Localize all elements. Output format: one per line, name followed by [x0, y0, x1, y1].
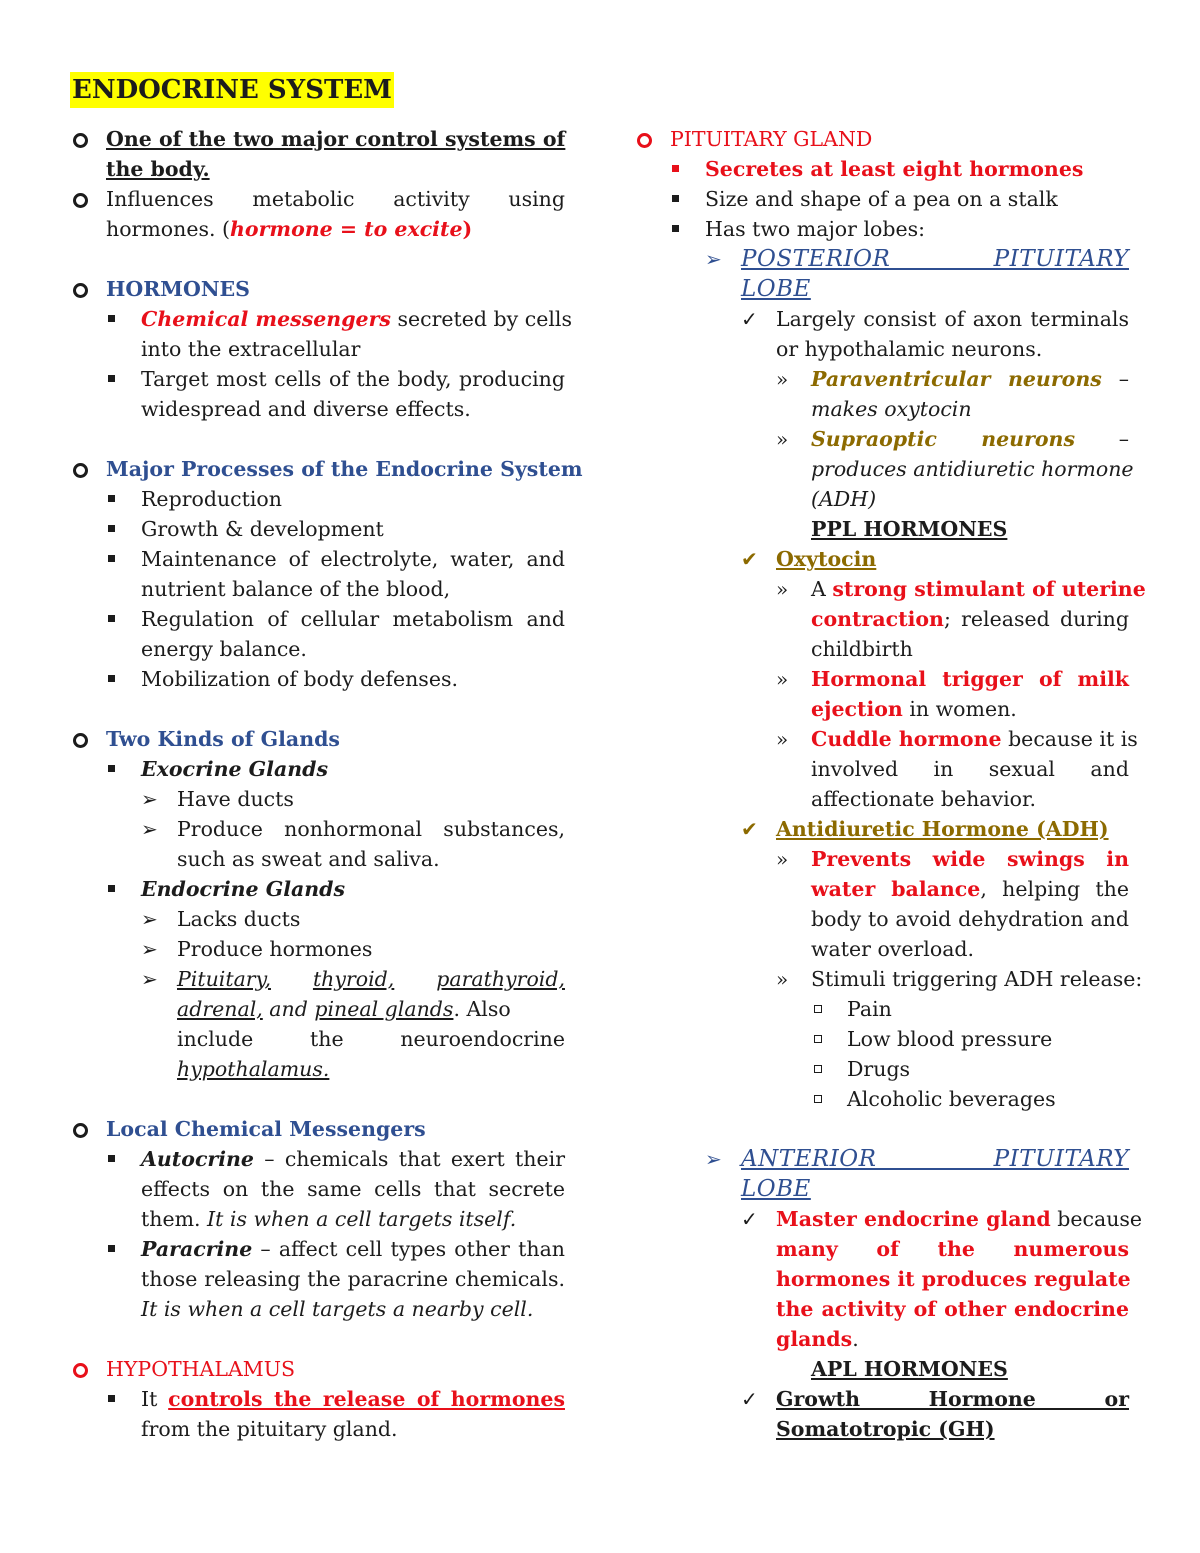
checkmark-icon: ✔ [741, 817, 758, 841]
left-column: One of the two major control systems of the body. Influences metabolic activity using hormones. (hormone = to excite) HORMONES Chemical messengers secreted by cells into the extracellular Target most cells of the body, producing widespread and diverse effects. Major Processes of the Endocrine System Reproduction Growth & development Maintenance of electrolyte, water, and nutrient balance of the blood, Regulation of cellular metabolism and energy balance. Mobilization of body defenses. Two Kinds of Glands Exocrine Glands ➢ Have ducts ➢ Produce nonhormonal substances, such as sweat and saliva. Endocrine Glands ➢ Lacks ducts ➢ Produce hormones ➢ Pituitary, thyroid, parathyroid, adrenal, and pineal glands. Also include the neuroendocrine hypothalamus. Local Chemical Messengers Autocrine – chemicals that exert their effects on the same cells that secrete them. It is when a cell targets itself. Paracrine – affect cell types other than those releasing the paracrine chemicals. It is when a cell targets a nearby cell. HYPOTHALAMUS It controls the release of hormones from the pituitary gland. [70, 124, 565, 1444]
list-item: Maintenance of electrolyte, water, and [70, 544, 565, 574]
list-item: ➢ Have ducts [70, 784, 565, 814]
square-bullet-icon [108, 1245, 115, 1252]
square-bullet-icon [672, 195, 679, 202]
list-item: Drugs [634, 1054, 1129, 1084]
double-chevron-icon: » [776, 667, 789, 691]
list-item: » Stimuli triggering ADH release: [634, 964, 1129, 994]
section-heading-local: Local Chemical Messengers [70, 1114, 565, 1144]
arrowhead-bullet-icon: ➢ [705, 247, 722, 271]
list-item: ✔ Oxytocin [634, 544, 1129, 574]
double-chevron-icon: » [776, 847, 789, 871]
circle-bullet-icon [73, 1363, 88, 1378]
arrowhead-bullet-icon: ➢ [141, 937, 158, 961]
list-item: ➢ Lacks ducts [70, 904, 565, 934]
circle-bullet-icon [73, 463, 88, 478]
square-bullet-icon [108, 495, 115, 502]
list-item: Reproduction [70, 484, 565, 514]
list-item: » Hormonal trigger of milk [634, 664, 1129, 694]
anterior-lobe-heading: ➢ ANTERIOR PITUITARY [705, 1146, 1129, 1172]
hollow-square-bullet-icon [814, 1065, 822, 1073]
list-item: Regulation of cellular metabolism and [70, 604, 565, 634]
list-item: ✔ Antidiuretic Hormone (ADH) [634, 814, 1129, 844]
circle-bullet-icon [73, 1123, 88, 1138]
section-heading-pituitary: PITUITARY GLAND [634, 124, 1129, 154]
list-item: ✓ Growth Hormone or [634, 1384, 1129, 1414]
list-item: Alcoholic beverages [634, 1084, 1129, 1114]
arrowhead-bullet-icon: ➢ [141, 787, 158, 811]
square-bullet-icon [108, 1395, 115, 1402]
list-item: ➢ Produce hormones [70, 934, 565, 964]
list-item: ➢ Produce nonhormonal substances, [70, 814, 565, 844]
list-item: Has two major lobes: [634, 214, 1129, 244]
list-item: » Prevents wide swings in [634, 844, 1129, 874]
square-bullet-icon [108, 765, 115, 772]
checkmark-icon: ✓ [741, 307, 758, 331]
square-bullet-icon [108, 555, 115, 562]
checkmark-icon: ✓ [741, 1207, 758, 1231]
double-chevron-icon: » [776, 367, 789, 391]
list-item: Secretes at least eight hormones [634, 154, 1129, 184]
list-item: » Cuddle hormone because it is [634, 724, 1129, 754]
double-chevron-icon: » [776, 727, 789, 751]
square-bullet-icon [108, 615, 115, 622]
list-item: ➢ Pituitary, thyroid, parathyroid, [70, 964, 565, 994]
double-chevron-icon: » [776, 427, 789, 451]
list-item: » A strong stimulant of uterine [634, 574, 1129, 604]
hollow-square-bullet-icon [814, 1035, 822, 1043]
circle-bullet-icon [73, 133, 88, 148]
list-item: Endocrine Glands [70, 874, 565, 904]
list-item: Autocrine – chemicals that exert their [70, 1144, 565, 1174]
section-heading-hormones: HORMONES [70, 274, 565, 304]
list-item: Low blood pressure [634, 1024, 1129, 1054]
circle-bullet-icon [73, 283, 88, 298]
arrowhead-bullet-icon: ➢ [141, 967, 158, 991]
list-item: Pain [634, 994, 1129, 1024]
page-title: ENDOCRINE SYSTEM [70, 72, 394, 108]
square-bullet-icon [108, 315, 115, 322]
square-bullet-icon [108, 525, 115, 532]
circle-bullet-icon [637, 133, 652, 148]
list-item: ✓ Largely consist of axon terminals [634, 304, 1129, 334]
hollow-square-bullet-icon [814, 1005, 822, 1013]
list-item: Chemical messengers secreted by cells [70, 304, 565, 334]
list-item: ✓ Master endocrine gland because [634, 1204, 1129, 1234]
section-heading-processes: Major Processes of the Endocrine System [70, 454, 565, 484]
list-item: Influences metabolic activity using [70, 184, 565, 214]
list-item: It controls the release of hormones [70, 1384, 565, 1414]
list-item: Exocrine Glands [70, 754, 565, 784]
list-item: » Supraoptic neurons – [634, 424, 1129, 454]
square-bullet-icon [108, 885, 115, 892]
double-chevron-icon: » [776, 967, 789, 991]
square-bullet-icon [108, 1155, 115, 1162]
section-heading-glands: Two Kinds of Glands [70, 724, 565, 754]
section-heading-hypothalamus: HYPOTHALAMUS [70, 1354, 565, 1384]
square-bullet-icon [672, 225, 679, 232]
arrowhead-bullet-icon: ➢ [141, 817, 158, 841]
posterior-lobe-heading: ➢ POSTERIOR PITUITARY [705, 246, 1129, 272]
checkmark-icon: ✔ [741, 547, 758, 571]
right-column: PITUITARY GLAND Secretes at least eight hormones Size and shape of a pea on a stalk Has two major lobes: ➢ POSTERIOR PITUITARY LOBE ✓ Largely consist of axon terminals or hypothalamic neurons. » Paraventricular neurons – makes oxytocin » Supraoptic neurons – produces antidiuretic hormone (ADH) PPL HORMONES ✔ Oxytocin » A strong stimulant of uterine contraction; released during childbirth » Hormonal trigger of milk ejection in women. » Cuddle hormone because it is involved in sexual and affectionate behavior. ✔ Antidiuretic Hormone (ADH) » Prevents wide swings in water balance, helping the body to avoid dehydration and water overload. » Stimuli triggering ADH release: Pain Low blood pressure Drugs Alcoholic beverages ➢ ANTERIOR PITUITARY LOBE ✓ Master endocrine gland because many of the numerous hormones it produces regulate the activity of other endocrine glands. APL HORMONES ✓ Growth Hormone or Somatotropic (GH) [634, 124, 1129, 1444]
square-bullet-icon [672, 165, 679, 172]
square-bullet-icon [108, 375, 115, 382]
checkmark-icon: ✓ [741, 1387, 758, 1411]
hollow-square-bullet-icon [814, 1095, 822, 1103]
list-item: Target most cells of the body, producing [70, 364, 565, 394]
double-chevron-icon: » [776, 577, 789, 601]
circle-bullet-icon [73, 193, 88, 208]
list-item: Size and shape of a pea on a stalk [634, 184, 1129, 214]
list-item: One of the two major control systems of [70, 124, 565, 154]
circle-bullet-icon [73, 733, 88, 748]
square-bullet-icon [108, 675, 115, 682]
list-item: Growth & development [70, 514, 565, 544]
list-item: » Paraventricular neurons – [634, 364, 1129, 394]
arrowhead-bullet-icon: ➢ [141, 907, 158, 931]
arrowhead-bullet-icon: ➢ [705, 1147, 722, 1171]
list-item: Mobilization of body defenses. [70, 664, 565, 694]
list-item: Paracrine – affect cell types other than [70, 1234, 565, 1264]
